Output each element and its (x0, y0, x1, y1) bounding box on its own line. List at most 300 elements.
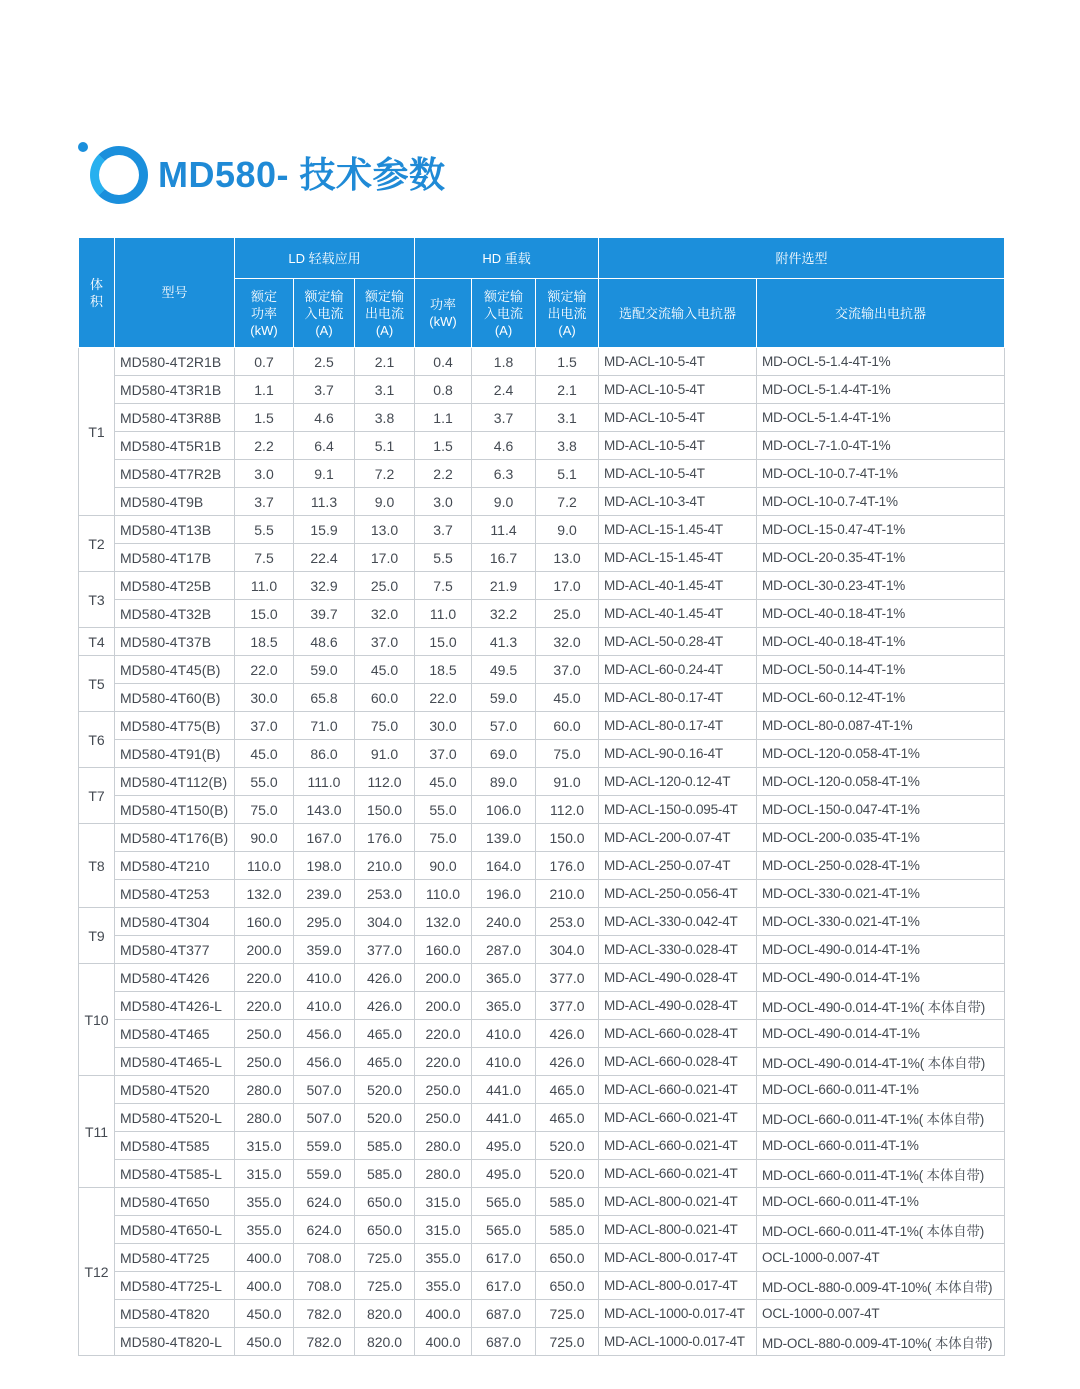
ld-output-current-cell: 25.0 (355, 572, 415, 600)
table-row (79, 1300, 1005, 1328)
ld-power-cell: 450.0 (235, 1328, 294, 1356)
hd-output-current-cell: 585.0 (536, 1216, 599, 1244)
model-cell: MD580-4T465-L (115, 1048, 235, 1076)
ld-input-current-cell: 708.0 (294, 1244, 355, 1272)
table-row (79, 824, 1005, 852)
hd-input-current-cell: 687.0 (472, 1328, 536, 1356)
ld-output-current-cell: 585.0 (355, 1132, 415, 1160)
hd-output-current-cell: 5.1 (536, 460, 599, 488)
output-reactor-cell: MD-OCL-150-0.047-4T-1% (757, 796, 1005, 824)
ld-input-current-cell: 59.0 (294, 656, 355, 684)
table-row (79, 544, 1005, 572)
hd-output-current-cell: 520.0 (536, 1132, 599, 1160)
input-reactor-cell: MD-ACL-1000-0.017-4T (599, 1328, 757, 1356)
table-row (79, 572, 1005, 600)
ld-input-current-cell: 15.9 (294, 516, 355, 544)
ld-power-cell: 355.0 (235, 1216, 294, 1244)
table-row (79, 740, 1005, 768)
hd-power-cell: 37.0 (415, 740, 472, 768)
hd-power-cell: 280.0 (415, 1132, 472, 1160)
ld-power-cell: 400.0 (235, 1244, 294, 1272)
size-cell: T2 (79, 516, 115, 572)
table-row (79, 1216, 1005, 1244)
model-cell: MD580-4T37B (115, 628, 235, 656)
input-reactor-cell: MD-ACL-250-0.056-4T (599, 880, 757, 908)
hd-input-current-cell: 6.3 (472, 460, 536, 488)
hd-output-current-cell: 650.0 (536, 1244, 599, 1272)
hd-input-current-cell: 287.0 (472, 936, 536, 964)
ld-output-current-cell: 7.2 (355, 460, 415, 488)
ld-input-current-cell: 71.0 (294, 712, 355, 740)
header-hd-power: 功率 (kW) (415, 279, 472, 348)
table-row (79, 684, 1005, 712)
ld-input-current-cell: 65.8 (294, 684, 355, 712)
ld-input-current-cell: 708.0 (294, 1272, 355, 1300)
hd-output-current-cell: 585.0 (536, 1188, 599, 1216)
ld-power-cell: 280.0 (235, 1076, 294, 1104)
hd-power-cell: 22.0 (415, 684, 472, 712)
hd-input-current-cell: 2.4 (472, 376, 536, 404)
ld-power-cell: 132.0 (235, 880, 294, 908)
hd-power-cell: 160.0 (415, 936, 472, 964)
input-reactor-cell: MD-ACL-90-0.16-4T (599, 740, 757, 768)
output-reactor-cell: MD-OCL-490-0.014-4T-1% (757, 964, 1005, 992)
ld-input-current-cell: 559.0 (294, 1132, 355, 1160)
output-reactor-cell: MD-OCL-660-0.011-4T-1%( 本体自带) (757, 1104, 1005, 1132)
table-row (79, 1132, 1005, 1160)
hd-output-current-cell: 725.0 (536, 1300, 599, 1328)
header-size: 体积 (79, 238, 115, 348)
hd-power-cell: 3.7 (415, 516, 472, 544)
table-row (79, 908, 1005, 936)
model-cell: MD580-4T820-L (115, 1328, 235, 1356)
model-cell: MD580-4T465 (115, 1020, 235, 1048)
ld-power-cell: 22.0 (235, 656, 294, 684)
output-reactor-cell: MD-OCL-880-0.009-4T-10%( 本体自带) (757, 1328, 1005, 1356)
hd-input-current-cell: 441.0 (472, 1076, 536, 1104)
hd-output-current-cell: 377.0 (536, 964, 599, 992)
ld-power-cell: 3.7 (235, 488, 294, 516)
model-cell: MD580-4T75(B) (115, 712, 235, 740)
input-reactor-cell: MD-ACL-660-0.021-4T (599, 1160, 757, 1188)
ld-input-current-cell: 410.0 (294, 964, 355, 992)
hd-input-current-cell: 410.0 (472, 1048, 536, 1076)
output-reactor-cell: MD-OCL-660-0.011-4T-1% (757, 1188, 1005, 1216)
hd-output-current-cell: 650.0 (536, 1272, 599, 1300)
header-hd-output-current: 额定输出电流(A) (536, 279, 599, 348)
ld-power-cell: 1.5 (235, 404, 294, 432)
input-reactor-cell: MD-ACL-660-0.021-4T (599, 1076, 757, 1104)
ld-input-current-cell: 6.4 (294, 432, 355, 460)
output-reactor-cell: MD-OCL-10-0.7-4T-1% (757, 488, 1005, 516)
hd-output-current-cell: 32.0 (536, 628, 599, 656)
ld-output-current-cell: 585.0 (355, 1160, 415, 1188)
ld-input-current-cell: 239.0 (294, 880, 355, 908)
output-reactor-cell: MD-OCL-80-0.087-4T-1% (757, 712, 1005, 740)
table-row (79, 488, 1005, 516)
ld-output-current-cell: 820.0 (355, 1328, 415, 1356)
table-row (79, 796, 1005, 824)
input-reactor-cell: MD-ACL-800-0.021-4T (599, 1188, 757, 1216)
ld-input-current-cell: 32.9 (294, 572, 355, 600)
size-cell: T12 (79, 1188, 115, 1356)
table-row (79, 1160, 1005, 1188)
output-reactor-cell: MD-OCL-10-0.7-4T-1% (757, 460, 1005, 488)
hd-output-current-cell: 210.0 (536, 880, 599, 908)
size-cell: T5 (79, 656, 115, 712)
hd-output-current-cell: 426.0 (536, 1048, 599, 1076)
output-reactor-cell: MD-OCL-30-0.23-4T-1% (757, 572, 1005, 600)
ld-output-current-cell: 32.0 (355, 600, 415, 628)
hd-input-current-cell: 89.0 (472, 768, 536, 796)
model-cell: MD580-4T426-L (115, 992, 235, 1020)
table-row (79, 964, 1005, 992)
hd-power-cell: 18.5 (415, 656, 472, 684)
hd-input-current-cell: 1.8 (472, 348, 536, 376)
hd-input-current-cell: 16.7 (472, 544, 536, 572)
hd-output-current-cell: 1.5 (536, 348, 599, 376)
output-reactor-cell: MD-OCL-660-0.011-4T-1% (757, 1076, 1005, 1104)
ld-input-current-cell: 39.7 (294, 600, 355, 628)
hd-input-current-cell: 240.0 (472, 908, 536, 936)
table-row (79, 600, 1005, 628)
ld-power-cell: 450.0 (235, 1300, 294, 1328)
size-cell: T1 (79, 348, 115, 516)
hd-power-cell: 315.0 (415, 1188, 472, 1216)
output-reactor-cell: MD-OCL-250-0.028-4T-1% (757, 852, 1005, 880)
hd-input-current-cell: 59.0 (472, 684, 536, 712)
ld-output-current-cell: 75.0 (355, 712, 415, 740)
hd-output-current-cell: 2.1 (536, 376, 599, 404)
model-cell: MD580-4T32B (115, 600, 235, 628)
hd-input-current-cell: 565.0 (472, 1188, 536, 1216)
table-row (79, 936, 1005, 964)
ld-input-current-cell: 3.7 (294, 376, 355, 404)
ld-output-current-cell: 3.1 (355, 376, 415, 404)
model-cell: MD580-4T725-L (115, 1272, 235, 1300)
ld-power-cell: 55.0 (235, 768, 294, 796)
hd-input-current-cell: 57.0 (472, 712, 536, 740)
hd-power-cell: 5.5 (415, 544, 472, 572)
hd-input-current-cell: 441.0 (472, 1104, 536, 1132)
input-reactor-cell: MD-ACL-50-0.28-4T (599, 628, 757, 656)
output-reactor-cell: MD-OCL-20-0.35-4T-1% (757, 544, 1005, 572)
model-cell: MD580-4T9B (115, 488, 235, 516)
ld-power-cell: 7.5 (235, 544, 294, 572)
output-reactor-cell: MD-OCL-660-0.011-4T-1% (757, 1132, 1005, 1160)
table-row (79, 404, 1005, 432)
hd-power-cell: 250.0 (415, 1076, 472, 1104)
ld-power-cell: 355.0 (235, 1188, 294, 1216)
model-cell: MD580-4T725 (115, 1244, 235, 1272)
table-row (79, 1020, 1005, 1048)
input-reactor-cell: MD-ACL-660-0.021-4T (599, 1132, 757, 1160)
ld-input-current-cell: 624.0 (294, 1188, 355, 1216)
input-reactor-cell: MD-ACL-800-0.021-4T (599, 1216, 757, 1244)
logo-ring (90, 146, 148, 204)
size-cell: T4 (79, 628, 115, 656)
ld-power-cell: 5.5 (235, 516, 294, 544)
hd-input-current-cell: 32.2 (472, 600, 536, 628)
output-reactor-cell: MD-OCL-120-0.058-4T-1% (757, 768, 1005, 796)
hd-output-current-cell: 9.0 (536, 516, 599, 544)
hd-output-current-cell: 520.0 (536, 1160, 599, 1188)
input-reactor-cell: MD-ACL-10-5-4T (599, 376, 757, 404)
ld-input-current-cell: 48.6 (294, 628, 355, 656)
hd-input-current-cell: 410.0 (472, 1020, 536, 1048)
logo-dot (78, 142, 88, 152)
spec-table (78, 237, 1005, 1356)
output-reactor-cell: MD-OCL-40-0.18-4T-1% (757, 628, 1005, 656)
ld-output-current-cell: 304.0 (355, 908, 415, 936)
hd-output-current-cell: 725.0 (536, 1328, 599, 1356)
output-reactor-cell: OCL-1000-0.007-4T (757, 1244, 1005, 1272)
table-row (79, 460, 1005, 488)
input-reactor-cell: MD-ACL-200-0.07-4T (599, 824, 757, 852)
hd-power-cell: 280.0 (415, 1160, 472, 1188)
ld-output-current-cell: 112.0 (355, 768, 415, 796)
ld-power-cell: 45.0 (235, 740, 294, 768)
input-reactor-cell: MD-ACL-150-0.095-4T (599, 796, 757, 824)
ld-input-current-cell: 456.0 (294, 1048, 355, 1076)
input-reactor-cell: MD-ACL-80-0.17-4T (599, 712, 757, 740)
page-heading (78, 137, 446, 207)
ld-output-current-cell: 650.0 (355, 1216, 415, 1244)
hd-output-current-cell: 465.0 (536, 1076, 599, 1104)
hd-input-current-cell: 495.0 (472, 1160, 536, 1188)
input-reactor-cell: MD-ACL-800-0.017-4T (599, 1244, 757, 1272)
ld-input-current-cell: 2.5 (294, 348, 355, 376)
hd-input-current-cell: 11.4 (472, 516, 536, 544)
input-reactor-cell: MD-ACL-10-5-4T (599, 404, 757, 432)
ld-input-current-cell: 782.0 (294, 1300, 355, 1328)
table-row (79, 516, 1005, 544)
hd-output-current-cell: 37.0 (536, 656, 599, 684)
model-cell: MD580-4T650-L (115, 1216, 235, 1244)
ld-output-current-cell: 465.0 (355, 1020, 415, 1048)
output-reactor-cell: MD-OCL-15-0.47-4T-1% (757, 516, 1005, 544)
ring-logo-icon (78, 140, 148, 204)
input-reactor-cell: MD-ACL-330-0.042-4T (599, 908, 757, 936)
output-reactor-cell: MD-OCL-5-1.4-4T-1% (757, 404, 1005, 432)
output-reactor-cell: MD-OCL-5-1.4-4T-1% (757, 348, 1005, 376)
ld-power-cell: 400.0 (235, 1272, 294, 1300)
table-row (79, 852, 1005, 880)
model-cell: MD580-4T45(B) (115, 656, 235, 684)
table-row (79, 992, 1005, 1020)
hd-output-current-cell: 25.0 (536, 600, 599, 628)
hd-output-current-cell: 91.0 (536, 768, 599, 796)
model-cell: MD580-4T150(B) (115, 796, 235, 824)
page-title: MD580- 技术参数 (158, 153, 446, 195)
model-cell: MD580-4T820 (115, 1300, 235, 1328)
model-cell: MD580-4T25B (115, 572, 235, 600)
header-input-reactor: 选配交流输入电抗器 (599, 279, 757, 348)
hd-input-current-cell: 365.0 (472, 992, 536, 1020)
table-row (79, 712, 1005, 740)
hd-input-current-cell: 495.0 (472, 1132, 536, 1160)
header-output-reactor: 交流输出电抗器 (757, 279, 1005, 348)
output-reactor-cell: MD-OCL-880-0.009-4T-10%( 本体自带) (757, 1272, 1005, 1300)
ld-output-current-cell: 60.0 (355, 684, 415, 712)
hd-input-current-cell: 106.0 (472, 796, 536, 824)
ld-power-cell: 220.0 (235, 964, 294, 992)
ld-power-cell: 2.2 (235, 432, 294, 460)
output-reactor-cell: OCL-1000-0.007-4T (757, 1300, 1005, 1328)
hd-power-cell: 55.0 (415, 796, 472, 824)
hd-power-cell: 0.4 (415, 348, 472, 376)
input-reactor-cell: MD-ACL-330-0.028-4T (599, 936, 757, 964)
input-reactor-cell: MD-ACL-490-0.028-4T (599, 964, 757, 992)
hd-power-cell: 15.0 (415, 628, 472, 656)
input-reactor-cell: MD-ACL-660-0.028-4T (599, 1048, 757, 1076)
model-cell: MD580-4T7R2B (115, 460, 235, 488)
ld-input-current-cell: 559.0 (294, 1160, 355, 1188)
input-reactor-cell: MD-ACL-660-0.021-4T (599, 1104, 757, 1132)
output-reactor-cell: MD-OCL-5-1.4-4T-1% (757, 376, 1005, 404)
hd-input-current-cell: 617.0 (472, 1244, 536, 1272)
ld-power-cell: 3.0 (235, 460, 294, 488)
ld-output-current-cell: 210.0 (355, 852, 415, 880)
ld-power-cell: 37.0 (235, 712, 294, 740)
input-reactor-cell: MD-ACL-10-5-4T (599, 460, 757, 488)
input-reactor-cell: MD-ACL-10-5-4T (599, 348, 757, 376)
hd-output-current-cell: 17.0 (536, 572, 599, 600)
hd-input-current-cell: 196.0 (472, 880, 536, 908)
ld-output-current-cell: 520.0 (355, 1076, 415, 1104)
hd-output-current-cell: 112.0 (536, 796, 599, 824)
hd-power-cell: 75.0 (415, 824, 472, 852)
hd-output-current-cell: 377.0 (536, 992, 599, 1020)
ld-input-current-cell: 410.0 (294, 992, 355, 1020)
ld-power-cell: 110.0 (235, 852, 294, 880)
header-hd-input-current: 额定输入电流(A) (472, 279, 536, 348)
model-cell: MD580-4T3R8B (115, 404, 235, 432)
header-ld-power: 额定功率(kW) (235, 279, 294, 348)
ld-input-current-cell: 167.0 (294, 824, 355, 852)
model-cell: MD580-4T17B (115, 544, 235, 572)
ld-output-current-cell: 176.0 (355, 824, 415, 852)
ld-input-current-cell: 624.0 (294, 1216, 355, 1244)
ld-input-current-cell: 86.0 (294, 740, 355, 768)
ld-input-current-cell: 9.1 (294, 460, 355, 488)
hd-power-cell: 200.0 (415, 992, 472, 1020)
model-cell: MD580-4T60(B) (115, 684, 235, 712)
output-reactor-cell: MD-OCL-490-0.014-4T-1% (757, 936, 1005, 964)
ld-output-current-cell: 725.0 (355, 1272, 415, 1300)
ld-output-current-cell: 426.0 (355, 992, 415, 1020)
table-row (79, 1244, 1005, 1272)
ld-power-cell: 220.0 (235, 992, 294, 1020)
ld-input-current-cell: 507.0 (294, 1076, 355, 1104)
ld-power-cell: 280.0 (235, 1104, 294, 1132)
model-cell: MD580-4T650 (115, 1188, 235, 1216)
hd-power-cell: 132.0 (415, 908, 472, 936)
ld-input-current-cell: 143.0 (294, 796, 355, 824)
model-cell: MD580-4T210 (115, 852, 235, 880)
table-row (79, 1048, 1005, 1076)
header-ld-input-current: 额定输入电流(A) (294, 279, 355, 348)
input-reactor-cell: MD-ACL-1000-0.017-4T (599, 1300, 757, 1328)
ld-output-current-cell: 426.0 (355, 964, 415, 992)
hd-input-current-cell: 49.5 (472, 656, 536, 684)
size-cell: T9 (79, 908, 115, 964)
model-cell: MD580-4T176(B) (115, 824, 235, 852)
ld-output-current-cell: 650.0 (355, 1188, 415, 1216)
ld-input-current-cell: 507.0 (294, 1104, 355, 1132)
hd-power-cell: 355.0 (415, 1244, 472, 1272)
header-model: 型号 (115, 238, 235, 348)
table-row (79, 432, 1005, 460)
hd-input-current-cell: 365.0 (472, 964, 536, 992)
ld-input-current-cell: 11.3 (294, 488, 355, 516)
input-reactor-cell: MD-ACL-15-1.45-4T (599, 544, 757, 572)
hd-output-current-cell: 3.1 (536, 404, 599, 432)
ld-output-current-cell: 820.0 (355, 1300, 415, 1328)
input-reactor-cell: MD-ACL-15-1.45-4T (599, 516, 757, 544)
hd-output-current-cell: 75.0 (536, 740, 599, 768)
output-reactor-cell: MD-OCL-60-0.12-4T-1% (757, 684, 1005, 712)
ld-output-current-cell: 5.1 (355, 432, 415, 460)
hd-output-current-cell: 7.2 (536, 488, 599, 516)
size-cell: T11 (79, 1076, 115, 1188)
ld-output-current-cell: 37.0 (355, 628, 415, 656)
hd-power-cell: 7.5 (415, 572, 472, 600)
size-cell: T6 (79, 712, 115, 768)
model-cell: MD580-4T585 (115, 1132, 235, 1160)
output-reactor-cell: MD-OCL-200-0.035-4T-1% (757, 824, 1005, 852)
input-reactor-cell: MD-ACL-10-5-4T (599, 432, 757, 460)
hd-power-cell: 1.5 (415, 432, 472, 460)
model-cell: MD580-4T13B (115, 516, 235, 544)
hd-output-current-cell: 45.0 (536, 684, 599, 712)
table-row (79, 1328, 1005, 1356)
table-row (79, 1272, 1005, 1300)
input-reactor-cell: MD-ACL-80-0.17-4T (599, 684, 757, 712)
ld-output-current-cell: 377.0 (355, 936, 415, 964)
hd-input-current-cell: 21.9 (472, 572, 536, 600)
table-row (79, 1104, 1005, 1132)
input-reactor-cell: MD-ACL-40-1.45-4T (599, 600, 757, 628)
ld-power-cell: 315.0 (235, 1160, 294, 1188)
output-reactor-cell: MD-OCL-660-0.011-4T-1%( 本体自带) (757, 1160, 1005, 1188)
hd-input-current-cell: 565.0 (472, 1216, 536, 1244)
hd-power-cell: 1.1 (415, 404, 472, 432)
ld-output-current-cell: 3.8 (355, 404, 415, 432)
ld-output-current-cell: 2.1 (355, 348, 415, 376)
ld-input-current-cell: 359.0 (294, 936, 355, 964)
hd-power-cell: 400.0 (415, 1328, 472, 1356)
model-cell: MD580-4T91(B) (115, 740, 235, 768)
hd-power-cell: 30.0 (415, 712, 472, 740)
output-reactor-cell: MD-OCL-490-0.014-4T-1%( 本体自带) (757, 992, 1005, 1020)
hd-output-current-cell: 253.0 (536, 908, 599, 936)
ld-output-current-cell: 725.0 (355, 1244, 415, 1272)
spec-table-body (79, 348, 1005, 1356)
output-reactor-cell: MD-OCL-490-0.014-4T-1%( 本体自带) (757, 1048, 1005, 1076)
hd-output-current-cell: 426.0 (536, 1020, 599, 1048)
hd-output-current-cell: 60.0 (536, 712, 599, 740)
hd-power-cell: 200.0 (415, 964, 472, 992)
hd-input-current-cell: 4.6 (472, 432, 536, 460)
header-accessory-group: 附件选型 (599, 238, 1005, 279)
hd-input-current-cell: 164.0 (472, 852, 536, 880)
hd-power-cell: 110.0 (415, 880, 472, 908)
ld-output-current-cell: 520.0 (355, 1104, 415, 1132)
table-row (79, 656, 1005, 684)
size-cell: T3 (79, 572, 115, 628)
size-cell: T8 (79, 824, 115, 908)
